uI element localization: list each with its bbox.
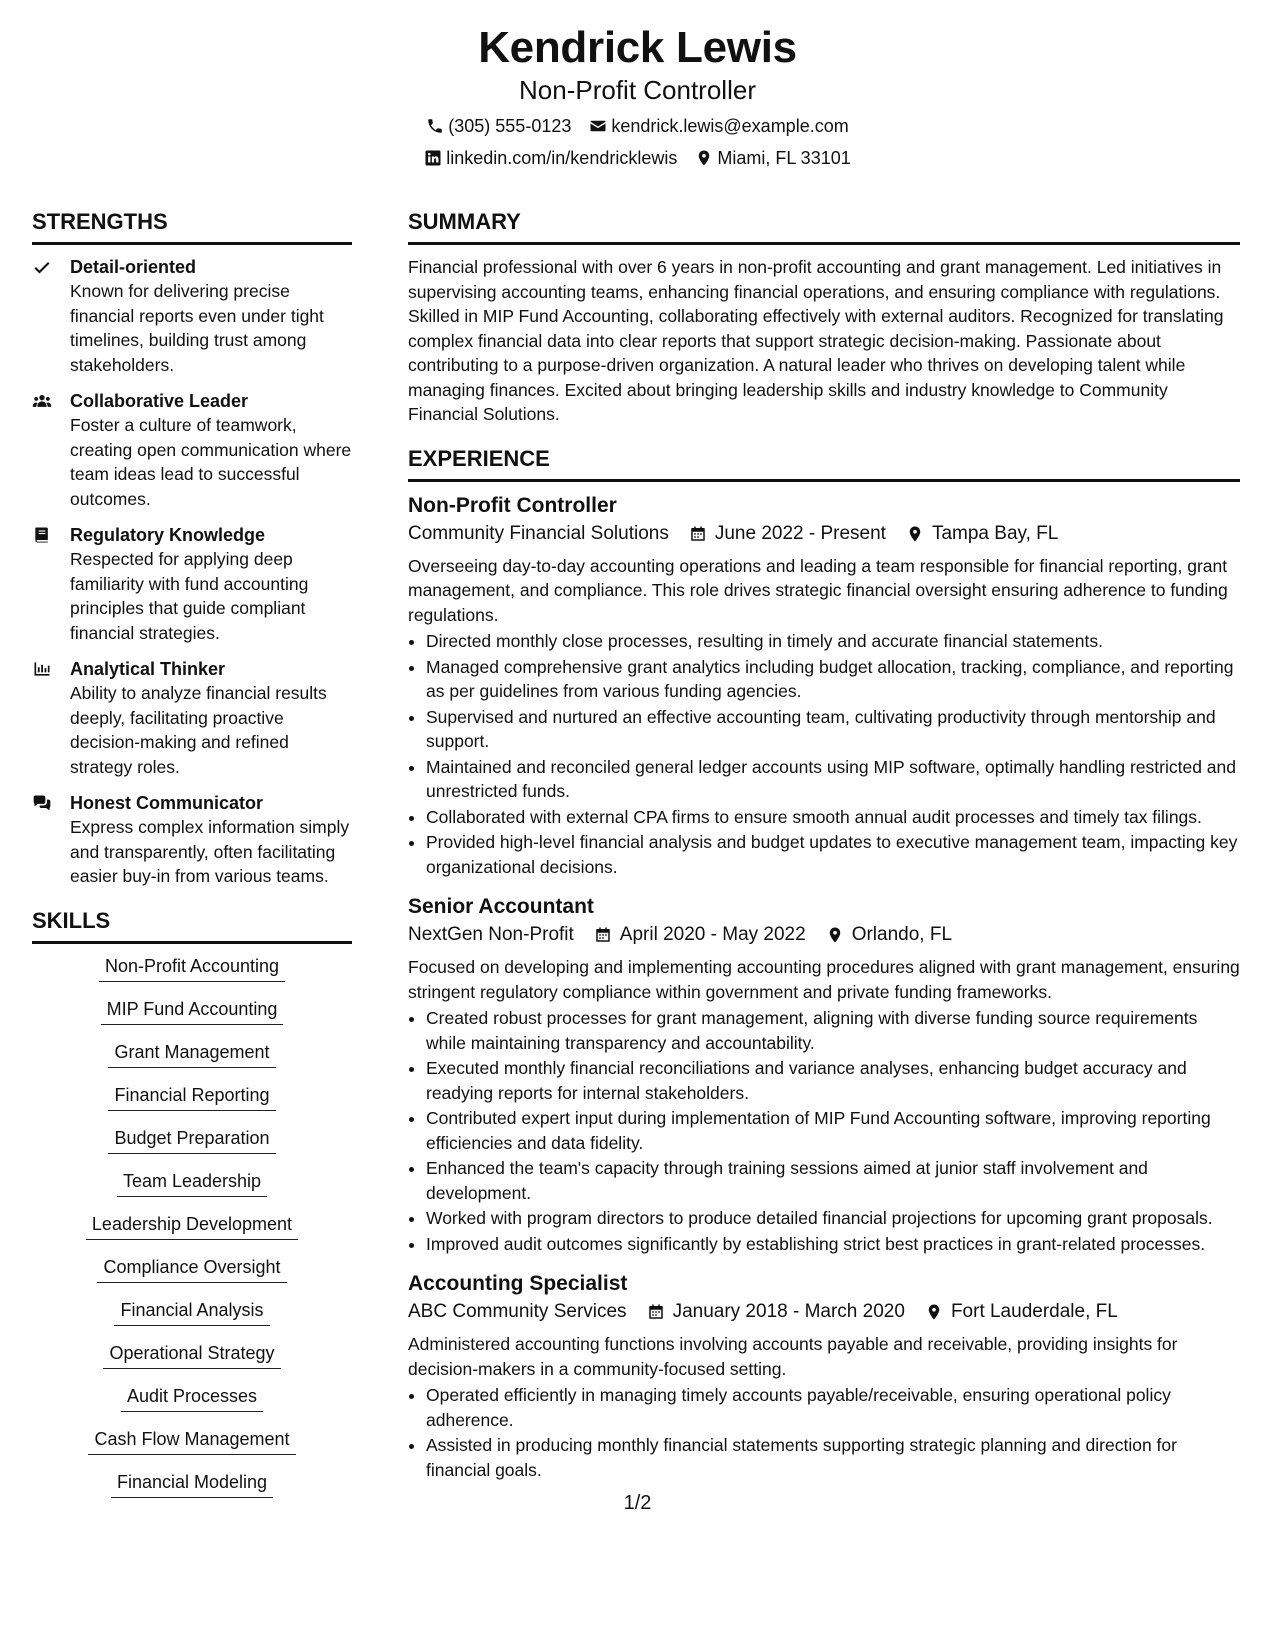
job-bullet: • Collaborated with external CPA firms to ensure smooth annual audit processes and timely tax filings. <box>426 805 1240 830</box>
envelope-icon <box>589 117 607 135</box>
page-number: 1/2 <box>623 1492 652 1514</box>
email-contact[interactable] <box>589 114 848 138</box>
map-pin-icon <box>925 1303 943 1321</box>
strength-item <box>32 791 352 889</box>
candidate-name: Kendrick Lewis <box>478 23 797 72</box>
experience-heading: EXPERIENCE <box>408 445 1240 482</box>
map-pin-icon <box>695 149 713 167</box>
summary-text: Financial professional with over 6 years in non-profit accounting and grant management. Led initiatives in supervising accounting teams, enhancing financial operations, and ensuring compliance with regulations. Skilled in MIP Fund Accounting, collaborating effectively with external auditors. Recognized for translating complex financial data into clear reports that support strategic decision-making. Passionate about contributing to a purpose-driven organization. A natural leader who thrives on developing talent while managing finances. Excited about bringing leadership skills and industry knowledge to Community Financial Solutions. <box>408 257 1224 424</box>
job-bullet: • Supervised and nurtured an effective accounting team, cultivating productivity through mentorship and support. <box>426 705 1240 754</box>
job-dates: January 2018 - March 2020 <box>672 1301 905 1322</box>
job-dates: April 2020 - May 2022 <box>619 924 806 945</box>
calendar-icon <box>647 1303 665 1321</box>
job-bullet: • Executed monthly financial reconciliations and variance analyses, enhancing budget accuracy and readying reports for internal stakeholders. <box>426 1056 1240 1105</box>
linkedin-contact[interactable] <box>424 146 677 170</box>
map-pin-icon <box>906 525 924 543</box>
skill-tag: Audit Processes <box>121 1384 263 1412</box>
left-column <box>32 208 352 1498</box>
skill-tag: Operational Strategy <box>103 1341 280 1369</box>
skills-heading: SKILLS <box>32 907 352 944</box>
job-meta <box>408 1298 1240 1326</box>
strength-desc: Known for delivering precise financial reports even under tight timelines, building trust among stakeholders. <box>70 281 324 375</box>
job-company: Community Financial Solutions <box>408 522 669 544</box>
job-meta <box>408 520 1240 548</box>
comments-icon <box>32 793 52 813</box>
job-title: Accounting Specialist <box>408 1272 628 1295</box>
job-bullet: • Provided high-level financial analysis and budget updates to executive management team, impacting key organizational decisions. <box>426 830 1240 879</box>
job-entry <box>408 492 1240 880</box>
job-bullet: • Improved audit outcomes significantly by establishing strict best practices in grant-related processes. <box>426 1232 1240 1257</box>
strength-desc: Respected for applying deep familiarity with fund accounting principles that guide compliant financial strategies. <box>70 549 309 643</box>
job-location: Orlando, FL <box>851 924 953 945</box>
strength-item <box>32 389 352 511</box>
check-icon <box>32 257 52 277</box>
job-title: Senior Accountant <box>408 895 594 918</box>
strength-item <box>32 657 352 779</box>
strength-item <box>32 255 352 377</box>
skill-tag: MIP Fund Accounting <box>101 997 284 1025</box>
calendar-icon <box>594 926 612 944</box>
bar-chart-icon <box>32 659 52 679</box>
strength-title: Analytical Thinker <box>70 659 226 679</box>
strength-title: Detail-oriented <box>70 257 197 277</box>
linkedin-icon <box>424 149 442 167</box>
skill-tag: Financial Modeling <box>111 1470 273 1498</box>
strength-item <box>32 523 352 645</box>
job-bullet: • Created robust processes for grant management, aligning with diverse funding source requirements while maintaining transparency and accountability. <box>426 1006 1240 1055</box>
job-bullet: • Operated efficiently in managing timely accounts payable/receivable, ensuring operational policy adherence. <box>426 1383 1240 1432</box>
job-bullet: • Contributed expert input during implementation of MIP Fund Accounting software, improving reporting efficiencies and data fidelity. <box>426 1106 1240 1155</box>
strengths-heading: STRENGTHS <box>32 208 352 245</box>
strength-title: Regulatory Knowledge <box>70 525 266 545</box>
job-title: Non-Profit Controller <box>408 493 617 517</box>
job-dates: June 2022 - Present <box>714 522 886 544</box>
linkedin-text[interactable]: linkedin.com/in/kendricklewis <box>446 148 678 168</box>
skill-tag: Non-Profit Accounting <box>99 954 285 982</box>
job-bullet: • Assisted in producing monthly financial statements supporting strategic planning and direction for financial goals. <box>426 1433 1240 1482</box>
strength-title: Honest Communicator <box>70 793 264 813</box>
skill-tag: Cash Flow Management <box>88 1427 295 1455</box>
job-bullet: • Maintained and reconciled general ledger accounts using MIP software, optimally handling restricted and unrestricted funds. <box>426 755 1240 804</box>
resume-header <box>0 22 1275 170</box>
users-icon <box>32 391 52 411</box>
job-description: Overseeing day-to-day accounting operations and leading a team responsible for financial reporting, grant management, and compliance. This role drives strategic financial oversight ensuring adherence to funding regulations. <box>408 555 1228 625</box>
job-bullet: • Enhanced the team's capacity through training sessions aimed at junior staff involvement and development. <box>426 1156 1240 1205</box>
phone-text: (305) 555-0123 <box>448 116 572 136</box>
skill-tag: Financial Reporting <box>108 1083 275 1111</box>
job-bullet: • Worked with program directors to produce detailed financial projections for upcoming grant proposals. <box>426 1206 1240 1231</box>
phone-icon <box>426 117 444 135</box>
map-pin-icon <box>826 926 844 944</box>
skill-tag: Leadership Development <box>86 1212 298 1240</box>
job-location: Fort Lauderdale, FL <box>950 1301 1118 1322</box>
skill-tag: Budget Preparation <box>108 1126 275 1154</box>
book-icon <box>32 525 52 545</box>
job-bullet: • Managed comprehensive grant analytics including budget allocation, tracking, compliance, and reporting as per guidelines from various funding agencies. <box>426 655 1240 704</box>
location-text: Miami, FL 33101 <box>717 148 851 168</box>
strength-title: Collaborative Leader <box>70 391 249 411</box>
candidate-role: Non-Profit Controller <box>519 75 756 105</box>
skills-list <box>32 954 352 1498</box>
location-contact <box>695 146 850 170</box>
summary-heading: SUMMARY <box>408 208 1240 245</box>
job-meta <box>408 921 1240 949</box>
job-bullet: • Directed monthly close processes, resulting in timely and accurate financial statements. <box>426 629 1240 654</box>
strength-desc: Foster a culture of teamwork, creating open communication where team ideas lead to successful outcomes. <box>70 415 352 509</box>
job-entry <box>408 1270 1240 1482</box>
job-description: Focused on developing and implementing accounting procedures aligned with grant management, ensuring stringent regulatory compliance within government and private funding frameworks. <box>408 957 1240 1002</box>
job-company: ABC Community Services <box>408 1301 627 1322</box>
skill-tag: Team Leadership <box>117 1169 267 1197</box>
contact-row-1 <box>0 114 1275 138</box>
job-company: NextGen Non-Profit <box>408 924 574 945</box>
job-entry <box>408 893 1240 1256</box>
phone-contact <box>426 114 571 138</box>
job-location: Tampa Bay, FL <box>931 522 1059 544</box>
right-column <box>408 208 1240 1483</box>
skill-tag: Financial Analysis <box>114 1298 269 1326</box>
skill-tag: Compliance Oversight <box>97 1255 286 1283</box>
strength-desc: Ability to analyze financial results deeply, facilitating proactive decision-making and refined strategy roles. <box>70 683 327 777</box>
job-bullets <box>408 629 1240 879</box>
strength-desc: Express complex information simply and transparently, often facilitating easier buy-in from various teams. <box>70 817 350 886</box>
calendar-icon <box>689 525 707 543</box>
job-bullets <box>408 1383 1240 1482</box>
email-text[interactable]: kendrick.lewis@example.com <box>611 116 849 136</box>
job-description: Administered accounting functions involving accounts payable and receivable, providing insights for decision-makers in a community-focused setting. <box>408 1334 1178 1379</box>
contact-row-2 <box>0 146 1275 170</box>
skill-tag: Grant Management <box>108 1040 275 1068</box>
job-bullets <box>408 1006 1240 1256</box>
